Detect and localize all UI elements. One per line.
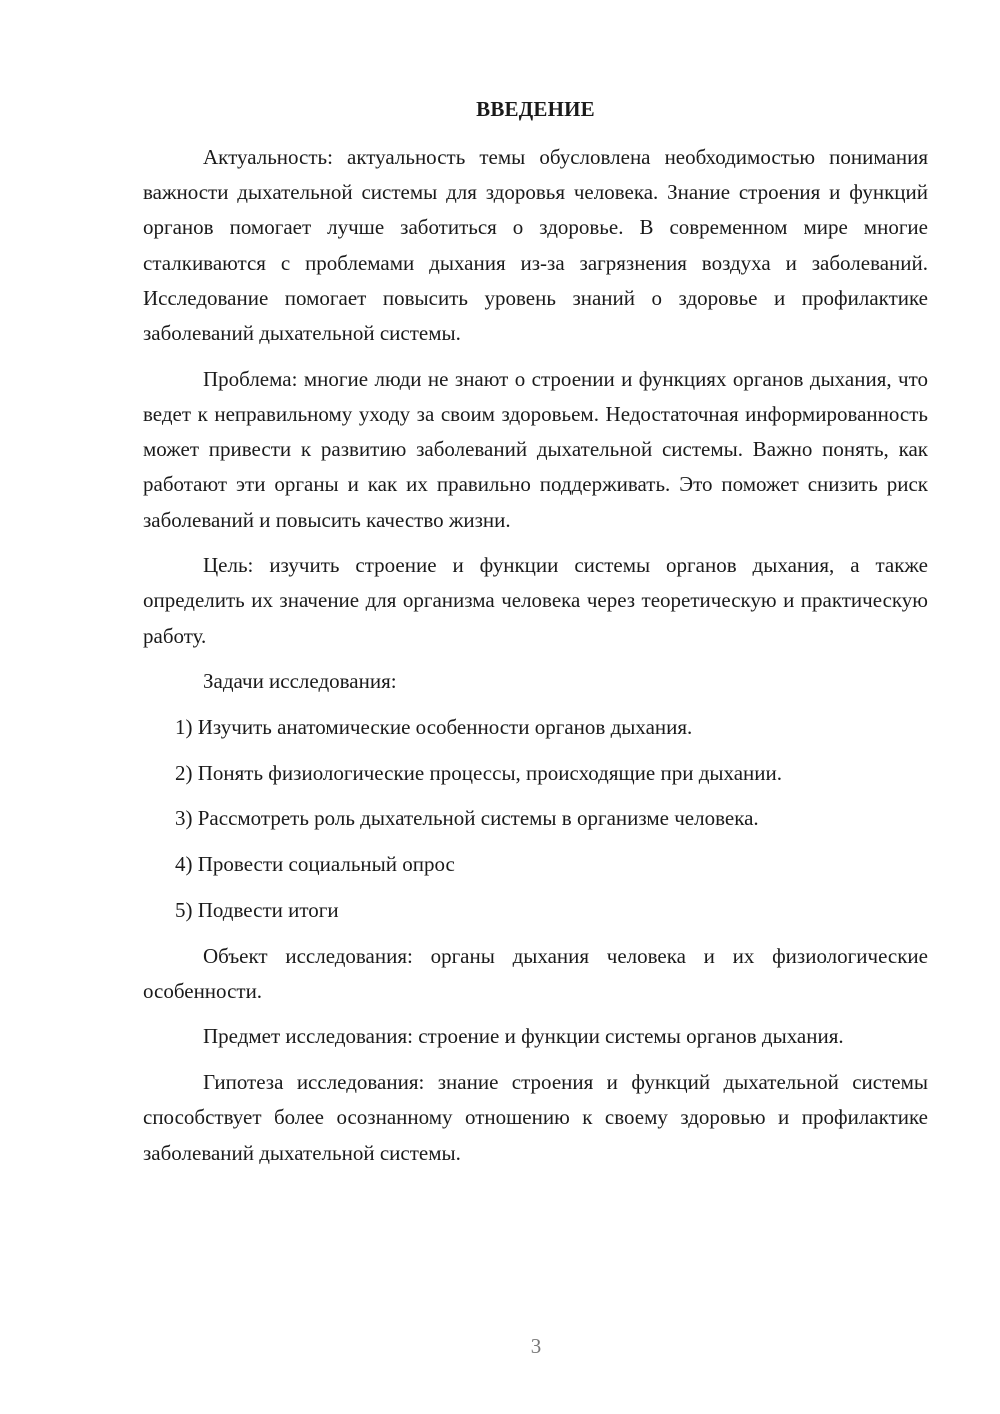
relevance-paragraph: Актуальность: актуальность темы обусловлена необходимостью понимания важности дыхательной системы для здоровья человека. Знание строения и функций органов помогает лучше заботиться о здоровье. В современном мире многие сталкиваются с проблемами дыхания из-за загрязнения воздуха и заболеваний. Исследование помогает повысить уровень знаний о здоровье и профилактике заболеваний дыхательной системы. xyxy=(143,145,928,346)
task-item: 1) Изучить анатомические особенности органов дыхания. xyxy=(175,715,693,740)
page-title: ВВЕДЕНИЕ xyxy=(476,97,595,121)
object-paragraph: Объект исследования: органы дыхания человека и их физиологические особенности. xyxy=(143,943,928,1003)
hypothesis-paragraph: Гипотеза исследования: знание строения и функций дыхательной системы способствует более осознанному отношению к своему здоровью и профилактике заболеваний дыхательной системы. xyxy=(143,1070,928,1165)
tasks-heading: Задачи исследования: xyxy=(203,669,397,694)
task-item: 4) Провести социальный опрос xyxy=(175,852,455,877)
goal-paragraph: Цель: изучить строение и функции системы органов дыхания, а также определить их значение для организма человека через теоретическую и практическую работу. xyxy=(143,553,928,648)
tasks-list xyxy=(143,710,928,928)
document-page xyxy=(143,92,928,1181)
task-item: 5) Подвести итоги xyxy=(175,897,339,922)
page-number: 3 xyxy=(530,1334,542,1358)
task-item: 2) Понять физиологические процессы, происходящие при дыхании. xyxy=(175,760,783,785)
problem-paragraph: Проблема: многие люди не знают о строении и функциях органов дыхания, что ведет к неправильному уходу за своим здоровьем. Недостаточная информированность может привести к развитию заболеваний дыхательной системы. Важно понять, как работают эти органы и как их правильно поддерживать. Это поможет снизить риск заболеваний и повысить качество жизни. xyxy=(143,366,928,532)
subject-paragraph: Предмет исследования: строение и функции системы органов дыхания. xyxy=(203,1024,844,1049)
task-item: 3) Рассмотреть роль дыхательной системы в организме человека. xyxy=(175,806,759,831)
